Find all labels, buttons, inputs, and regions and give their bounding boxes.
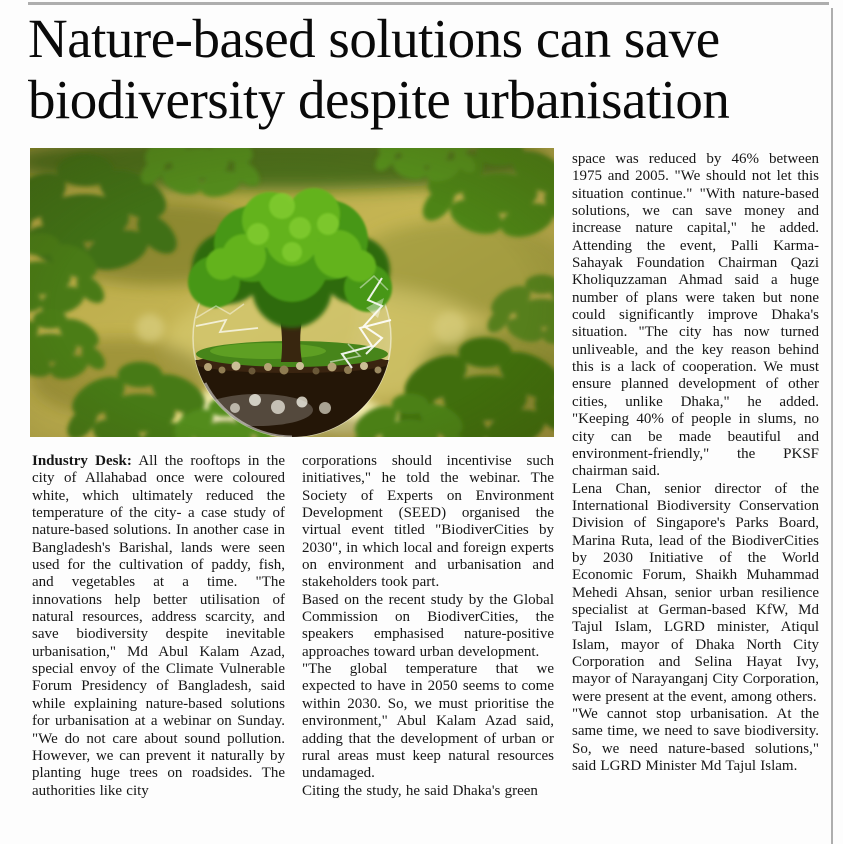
- paragraph: Citing the study, he said Dhaka's green: [302, 782, 538, 799]
- paragraph: [32, 453, 285, 800]
- column-divider-rule: [831, 8, 833, 844]
- paragraph: "We cannot stop urbanisation. At the same time, we need to save biodiversity. So, we need nature-based solutions," said LGRD Minister Md Tajul Islam.: [572, 706, 819, 775]
- headline: Nature-based solutions can save biodiversity despite urbanisation: [28, 8, 730, 130]
- photo-vignette: [30, 148, 554, 437]
- article-photo: [30, 148, 554, 437]
- paragraph-text: All the rooftops in the city of Allahabad once were coloured white, which ultimately reduced the temperature of the city- a case study of nature-based solutions. In another case in Bangladesh's Barishal, lands were seen used for the cultivation of paddy, fish, and vegetables at a time. "The innovations help better utilisation of natural resources, address scarcity, and save biodiversity despite inevitable urbanisation," Md Abul Kalam Azad, special envoy of the Climate Vulnerable Forum Presidency of Bangladesh, said while explaining nature-based solutions for urbanisation at a webinar on Sunday. "We do not care about sound pollution. However, we can prevent it naturally by planting huge trees on roadsides. The authorities like city: [32, 453, 285, 799]
- paragraph: Lena Chan, senior director of the International Biodiversity Conservation Division of Singapore's Parks Board, Marina Ruta, lead of the BiodiverCities by 2030 Initiative of the World Economic Forum, Shaikh Muhammad Mehedi Ahsan, senior urban resilience specialist at German-based KfW, Md Tajul Islam, LGRD minister, Atiqul Islam, mayor of Dhaka North City Corporation and Selina Hayat Ivy, mayor of Narayanganj City Corporation, were present at the event, among others.: [572, 480, 819, 705]
- tree-in-glass-sphere-illustration: [30, 148, 554, 437]
- article-column-3: [572, 151, 819, 775]
- paragraph: "The global temperature that we expected to have in 2050 seems to come within 2030. So, we must prioritise the environment," Abul Kalam Azad said, adding that the development of urban or rural areas must keep natural resources undamaged.: [302, 661, 554, 782]
- paragraph: space was reduced by 46% between 1975 and 2005. "We should not let this situation continue." "With nature-based solutions, we can save money and increase nature capital," he added. Attending the event, Palli Karma-Sahayak Foundation Chairman Qazi Kholiquzzaman Ahmad said a huge number of plans were taken but none could significantly improve Dhaka's situation. "The city has now turned unliveable, and the key reason behind this is a lack of cooperation. We must ensure planned development of other cities, unlike Dhaka," he added. "Keeping 40% of people in slums, no city can be made beautiful and environment-friendly," the PKSF chairman said.: [572, 151, 819, 480]
- top-rule: [28, 2, 829, 5]
- paragraph: corporations should incentivise such initiatives," he told the webinar. The Society of Experts on Environment Development (SEED) organised the virtual event titled "BiodiverCities by 2030", in which local and foreign experts on environment and urbanisation and stakeholders took part.: [302, 453, 554, 591]
- article-column-1: [32, 453, 285, 800]
- article-column-2: [302, 453, 554, 800]
- industry-desk-label: Industry Desk:: [32, 453, 132, 469]
- paragraph: Based on the recent study by the Global Commission on BiodiverCities, the speakers emphasised nature-positive approaches toward urban development.: [302, 591, 554, 660]
